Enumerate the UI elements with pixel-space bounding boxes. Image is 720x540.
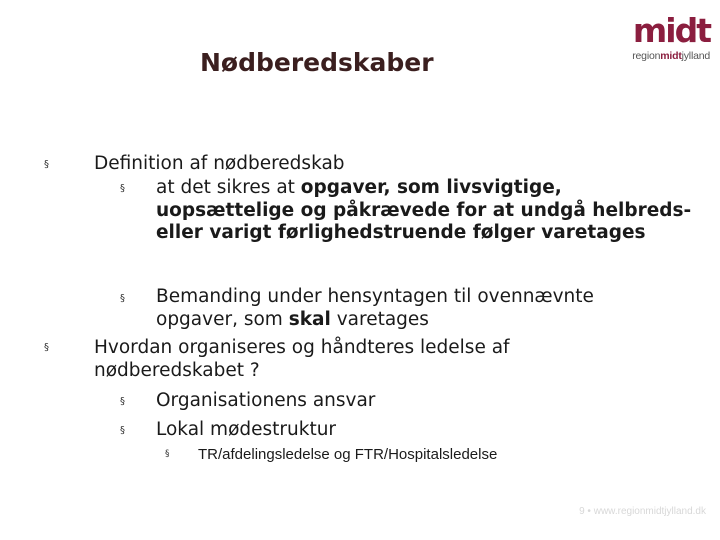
logo-sub-prefix: region — [632, 50, 661, 62]
region-midtjylland-logo — [618, 11, 710, 62]
bullet-l1-hvordan: Hvordan organiseres og håndteres ledelse af nødberedskabet ? — [94, 337, 510, 381]
bullet-icon: § — [120, 183, 125, 194]
bemanding-emphasis: skal — [288, 308, 331, 330]
bullet-icon: § — [120, 293, 125, 304]
bullet-icon: § — [44, 159, 49, 170]
logo-subtitle — [618, 50, 710, 62]
bemanding-prefix: Bemanding under hensyntagen til ovennævnte opgaver, som — [156, 286, 594, 330]
bullet-icon: § — [165, 449, 170, 459]
bullet-l2-lokal: Lokal mødestruktur — [156, 419, 337, 440]
logo-sub-bold: midt — [660, 50, 682, 62]
logo-sub-suffix: jylland — [681, 50, 710, 62]
bullet-icon: § — [44, 342, 49, 353]
slide-title: Nødberedskaber — [200, 48, 434, 77]
footer-separator: • — [587, 506, 591, 517]
bullet-l2-bemanding — [156, 286, 666, 331]
sikres-prefix: at det sikres at — [156, 177, 301, 198]
bullet-l1-definition: Definition af nødberedskab — [94, 153, 345, 174]
bullet-l3-tr: TR/afdelingsledelse og FTR/Hospitalsledelse — [198, 446, 498, 463]
slide-footer — [579, 506, 706, 517]
bullet-l2-organisation: Organisationens ansvar — [156, 390, 376, 411]
bullet-l2-sikres — [156, 177, 696, 245]
bemanding-suffix: varetages — [330, 308, 429, 330]
page-number: 9 — [579, 506, 585, 517]
bullet-icon: § — [120, 425, 125, 436]
logo-wordmark: midt — [632, 11, 710, 50]
sikres-emphasis: opgaver, som livsvigtige, uopsættelige og påkrævede for at undgå helbreds- eller varigt førlighedstruende følger varetages — [156, 177, 692, 243]
bullet-icon: § — [120, 396, 125, 407]
footer-url: www.regionmidtjylland.dk — [593, 506, 706, 517]
